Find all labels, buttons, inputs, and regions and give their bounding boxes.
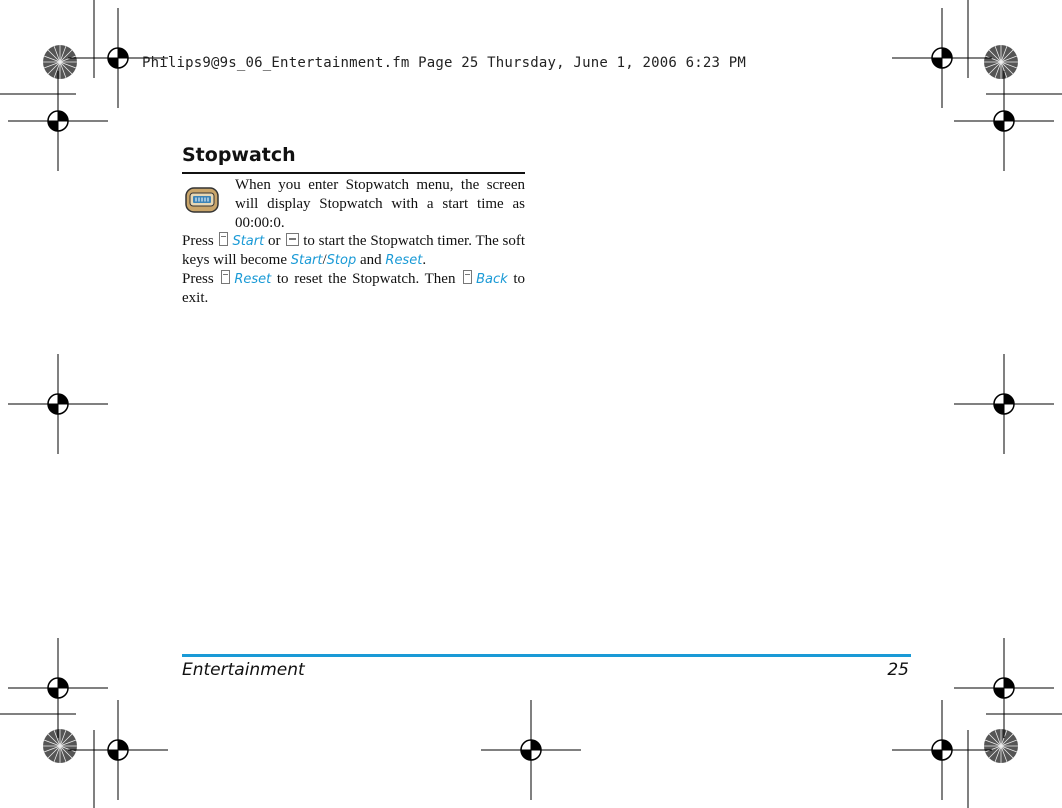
section-title: Stopwatch <box>182 144 296 166</box>
p1-text-1: Press <box>182 233 214 249</box>
stopwatch-phone-icon <box>184 184 220 216</box>
p2-text-1: Press <box>182 271 214 287</box>
soft-key-icon <box>219 232 228 246</box>
p1-text-2: or <box>267 233 281 249</box>
soft-key-icon <box>463 270 472 284</box>
intro-paragraph: When you enter Stopwatch menu, the screen will display Stopwatch with a start time as 00:00:0. <box>235 177 525 231</box>
back-keyword: Back <box>476 272 508 287</box>
p2-text-3: to exit. <box>182 271 525 306</box>
soft-key-icon <box>221 270 230 284</box>
footer-rule <box>182 654 911 657</box>
start-keyword-2: Start <box>290 253 323 268</box>
stop-keyword: Stop <box>326 253 357 268</box>
instruction-paragraph-reset <box>182 270 525 308</box>
slash-text: / <box>322 252 327 268</box>
p1-text-3: to start the Stopwatch timer. The soft keys will become <box>182 233 526 268</box>
start-keyword: Start <box>232 234 265 249</box>
file-info-header: Philips9@9s_06_Entertainment.fm Page 25 Thursday, June 1, 2006 6:23 PM <box>142 55 747 71</box>
p2-text-2: to reset the Stopwatch. Then <box>276 271 456 287</box>
reset-keyword: Reset <box>385 253 423 268</box>
p1-text-5: . <box>422 252 427 268</box>
ok-key-icon <box>286 233 299 246</box>
reset-keyword: Reset <box>234 272 272 287</box>
instruction-paragraph-start <box>182 232 525 270</box>
title-rule <box>182 172 525 174</box>
footer-section-name: Entertainment <box>182 660 305 680</box>
p1-text-4: and <box>359 252 382 268</box>
page-number: 25 <box>887 660 909 680</box>
